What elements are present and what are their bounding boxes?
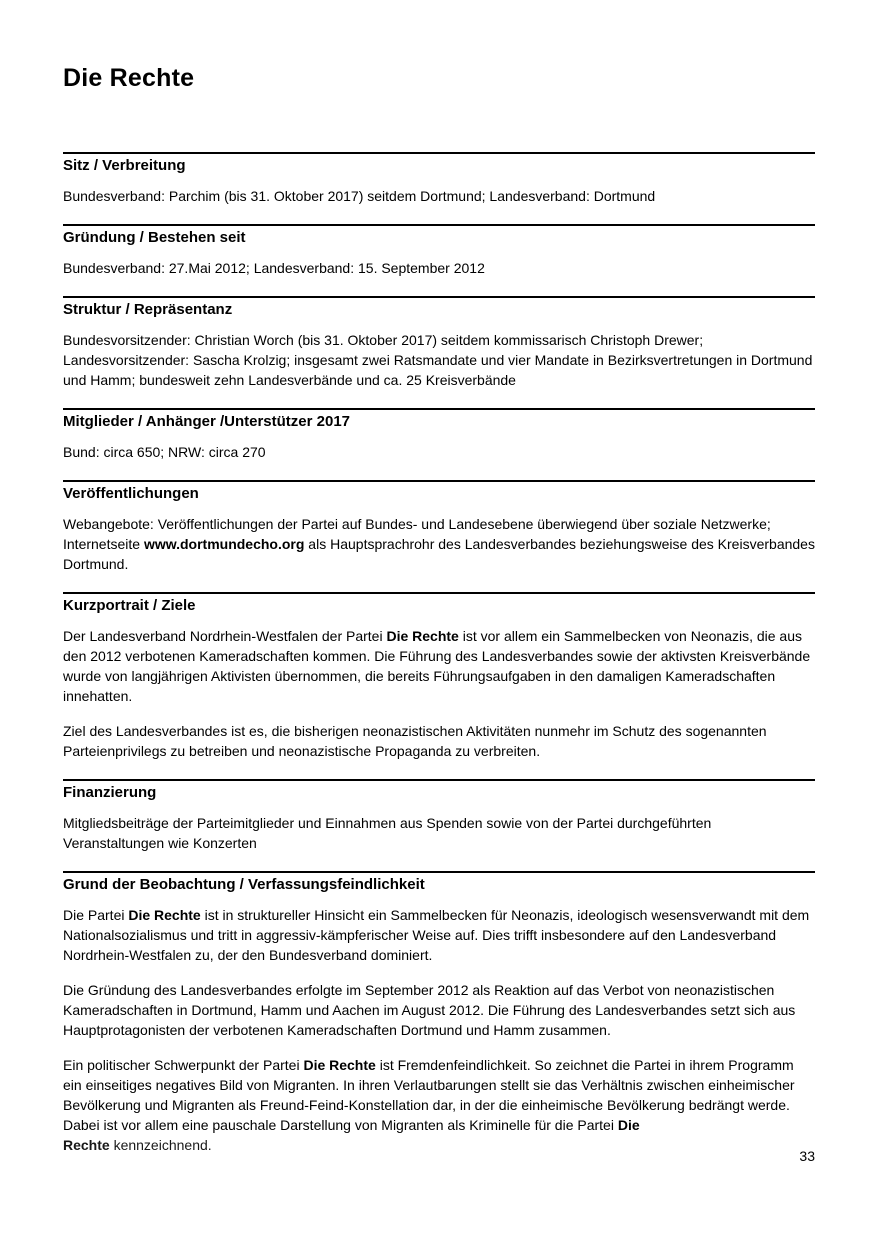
section-finanzierung: [63, 779, 815, 871]
page-number: 33: [799, 1148, 815, 1164]
paragraph: Ein politischer Schwerpunkt der Partei Die Rechte ist Fremdenfeindlichkeit. So zeichnet die Partei in ihrem Programm ein einseitiges negatives Bild von Migranten. In ihren Verlautbarungen stellt sie das Verhältnis zwischen einheimischer Bevölkerung und Migranten als Freund-Feind-Konstellation dar, in der die einheimische Bevölkerung bedrängt werde. Dabei ist vor allem eine pauschale Darstellung von Migranten als Kriminelle für die Partei Die: [63, 1057, 795, 1133]
section-heading: Mitglieder / Anhänger /Unterstützer 2017: [63, 413, 351, 430]
section-mitglieder: [63, 408, 815, 480]
section-veroeffentlichungen: [63, 480, 815, 592]
section-heading: Veröffentlichungen: [63, 485, 199, 502]
paragraph: Bund: circa 650; NRW: circa 270: [63, 444, 266, 460]
section-sitz-verbreitung: [63, 152, 815, 224]
section-gruendung: [63, 224, 815, 296]
paragraph: Ziel des Landesverbandes ist es, die bisherigen neonazistischen Aktivitäten nunmehr im Schutz des sogenannten Parteienprivilegs zu betreiben und neonazistische Propaganda zu verbreiten.: [63, 723, 767, 759]
page-title: Die Rechte: [63, 64, 195, 92]
section-heading: Grund der Beobachtung / Verfassungsfeindlichkeit: [63, 876, 425, 893]
paragraph: Die Partei Die Rechte ist in struktureller Hinsicht ein Sammelbecken für Neonazis, ideologisch wesensverwandt mit dem Nationalsozialismus und tritt in aggressiv-kämpferischer Weise auf. Dies trifft insbesondere auf den Landesverband Nordrhein-Westfalen zu, der den Bundesverband dominiert.: [63, 907, 810, 963]
clipped-text-line: Rechte kennzeichnend.: [63, 1137, 212, 1153]
section-heading: Gründung / Bestehen seit: [63, 229, 246, 246]
section-kurzportrait: [63, 592, 815, 779]
section-heading: Struktur / Repräsentanz: [63, 301, 233, 318]
section-heading: Kurzportrait / Ziele: [63, 597, 196, 614]
paragraph: Der Landesverband Nordrhein-Westfalen der Partei Die Rechte ist vor allem ein Sammelbecken von Neonazis, die aus den 2012 verbotenen Kameradschaften kommen. Die Führung des Landesverbandes sowie der aktivsten Kreisverbände wurde von langjährigen Aktivisten übernommen, die bereits Führungsaufgaben in den damaligen Kameradschaften innehatten.: [63, 628, 811, 704]
section-heading: Sitz / Verbreitung: [63, 157, 186, 174]
paragraph: Bundesvorsitzender: Christian Worch (bis 31. Oktober 2017) seitdem kommissarisch Christoph Drewer; Landesvorsitzender: Sascha Krolzig; insgesamt zwei Ratsmandate und vier Mandate in Bezirksvertretungen in Dortmund und Hamm; bundesweit zehn Landesverbände und ca. 25 Kreisverbände: [63, 332, 813, 388]
section-heading: Finanzierung: [63, 784, 157, 801]
paragraph: Mitgliedsbeiträge der Parteimitglieder und Einnahmen aus Spenden sowie von der Partei durchgeführten Veranstaltungen wie Konzerten: [63, 815, 712, 851]
section-list: [63, 152, 815, 1153]
section-grund-der-beobachtung: [63, 871, 815, 1153]
paragraph: Bundesverband: Parchim (bis 31. Oktober 2017) seitdem Dortmund; Landesverband: Dortmund: [63, 188, 656, 204]
section-struktur: [63, 296, 815, 408]
paragraph: Bundesverband: 27.Mai 2012; Landesverband: 15. September 2012: [63, 260, 485, 276]
paragraph: Webangebote: Veröffentlichungen der Partei auf Bundes- und Landesebene überwiegend über soziale Netzwerke; Internetseite www.dortmundecho.org als Hauptsprachrohr des Landesverbandes beziehungsweise des Kreisverbandes Dortmund.: [63, 516, 815, 572]
paragraph: Die Gründung des Landesverbandes erfolgte im September 2012 als Reaktion auf das Verbot von neonazistischen Kameradschaften in Dortmund, Hamm und Aachen im August 2012. Die Führung des Landesverbandes setzt sich aus Hauptprotagonisten der verbotenen Kameradschaften Dortmund und Hamm zusammen.: [63, 982, 796, 1038]
